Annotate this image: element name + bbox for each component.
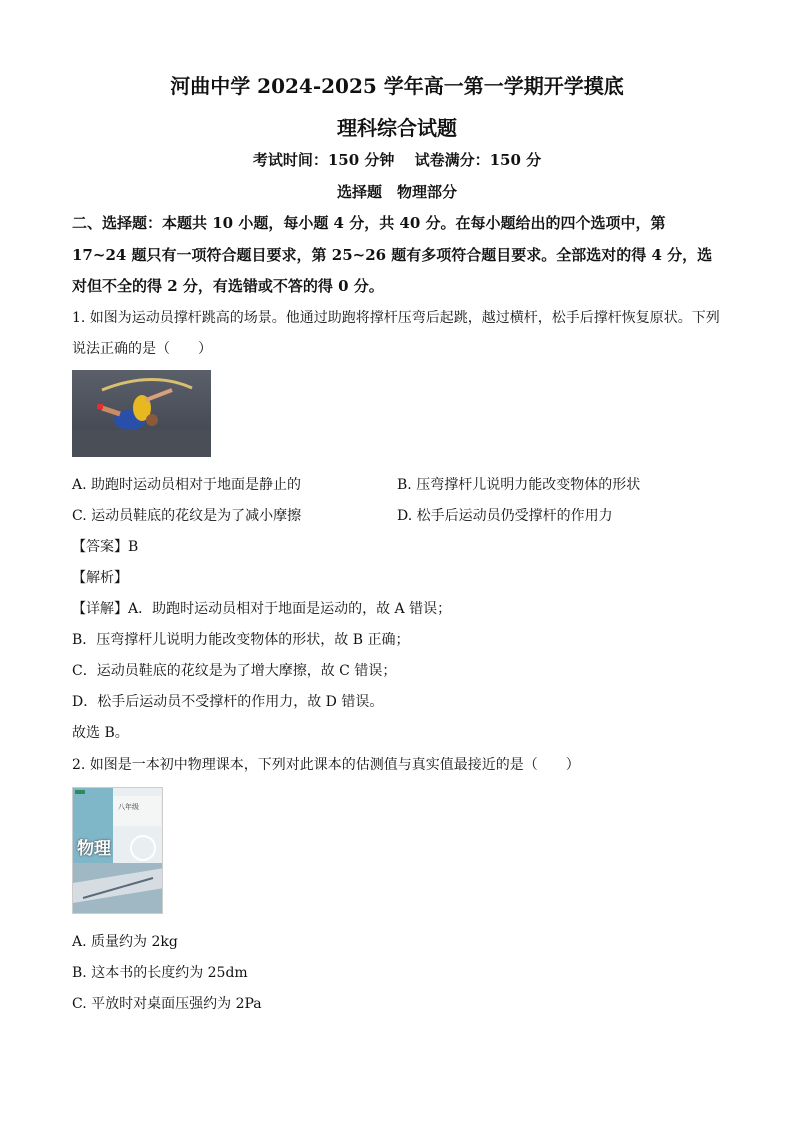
instructions-line-1: 二、选择题：本题共 10 小题，每小题 4 分，共 40 分。在每小题给出的四个选项中，第 (72, 214, 666, 232)
q1-stem-line-2: 说法正确的是（ ） (72, 341, 212, 357)
q1-detail-2: B．压弯撑杆儿说明力能改变物体的形状，故 B 正确； (72, 632, 410, 648)
q1-detail-1: 【详解】A．助跑时运动员相对于地面是运动的，故 A 错误； (72, 601, 452, 617)
q1-option-d: D. 松手后运动员仍受撑杆的作用力 (397, 508, 613, 524)
exam-meta: 考试时间：150 分钟 试卷满分：150 分 (252, 151, 542, 169)
q1-stem-line-1: 1. 如图为运动员撑杆跳高的场景。他通过助跑将撑杆压弯后起跳，越过横杆，松手后撑杆恢复原状。下列 (72, 310, 720, 326)
q1-detail-4: D．松手后运动员不受撑杆的作用力，故 D 错误。 (72, 694, 384, 710)
physics-textbook-image (72, 787, 163, 914)
book-grade-label: 八年级 (118, 803, 139, 811)
q1-option-a: A. 助跑时运动员相对于地面是静止的 (72, 477, 302, 493)
book-title-label: 物理 (77, 839, 111, 859)
q1-answer: 【答案】B (72, 539, 139, 555)
pole-vault-image (72, 370, 211, 457)
instructions-line-3: 对但不全的得 2 分，有选错或不答的得 0 分。 (72, 277, 384, 295)
q2-option-a: A. 质量约为 2kg (72, 934, 178, 950)
q1-conclusion: 故选 B。 (72, 725, 129, 741)
q2-stem: 2. 如图是一本初中物理课本，下列对此课本的估测值与真实值最接近的是（ ） (72, 757, 580, 773)
q2-option-c: C. 平放时对桌面压强约为 2Pa (72, 996, 262, 1012)
q2-option-b: B. 这本书的长度约为 25dm (72, 965, 248, 981)
q1-option-c: C. 运动员鞋底的花纹是为了减小摩擦 (72, 508, 302, 524)
instructions-line-2: 17~24 题只有一项符合题目要求，第 25~26 题有多项符合题目要求。全部选对的得 4 分，选 (72, 246, 713, 264)
q1-detail-3: C．运动员鞋底的花纹是为了增大摩擦，故 C 错误； (72, 663, 397, 679)
exam-title: 河曲中学 2024-2025 学年高一第一学期开学摸底 (170, 74, 624, 98)
section-heading: 选择题 物理部分 (336, 183, 457, 201)
q1-option-b: B. 压弯撑杆儿说明力能改变物体的形状 (397, 477, 641, 493)
exam-subtitle: 理科综合试题 (337, 116, 457, 140)
q1-analysis: 【解析】 (72, 570, 128, 586)
